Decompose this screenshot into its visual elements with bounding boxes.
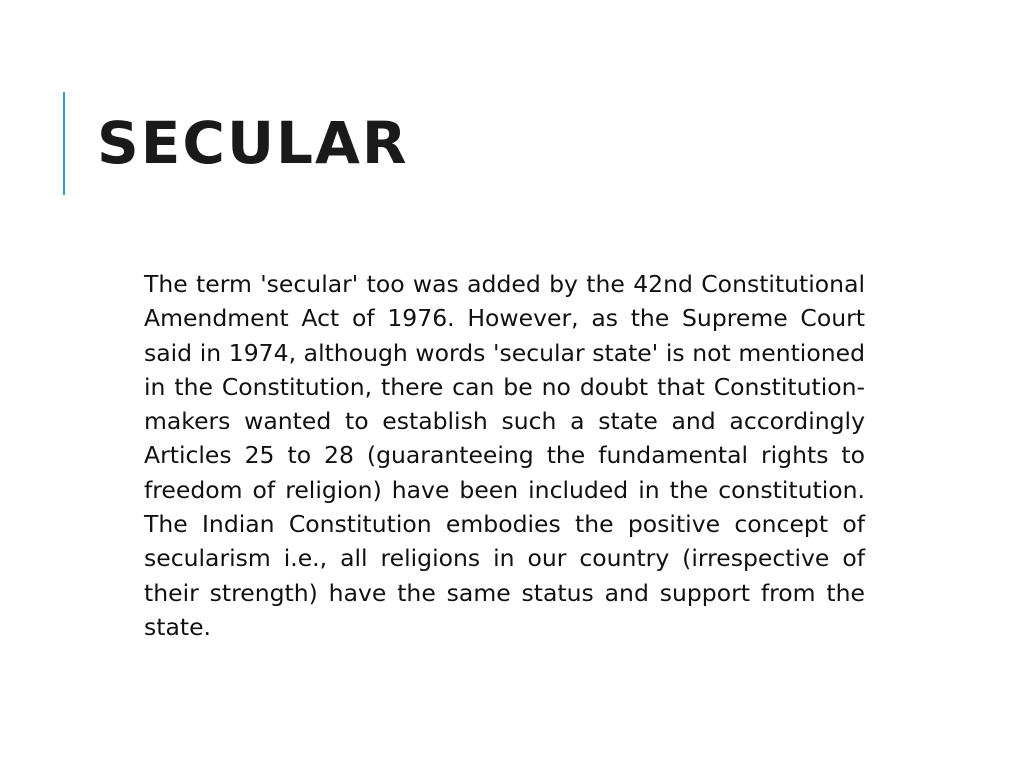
slide-body-text: The term 'secular' too was added by the 42nd Constitutional Amendment Act of 1976. However, as the Supreme Court said in 1974, although words 'secular state' is not mentioned in the Constitution, there can be no doubt that Constitution-makers wanted to establish such a state and accordingly Articles 25 to 28 (guaranteeing the fundamental rights to freedom of religion) have been included in the constitution. The Indian Constitution embodies the positive concept of secularism i.e., all religions in our country (irrespective of their strength) have the same status and support from the state. (144, 270, 865, 641)
slide-title: SECULAR (97, 109, 409, 177)
title-accent-bar (63, 92, 65, 195)
